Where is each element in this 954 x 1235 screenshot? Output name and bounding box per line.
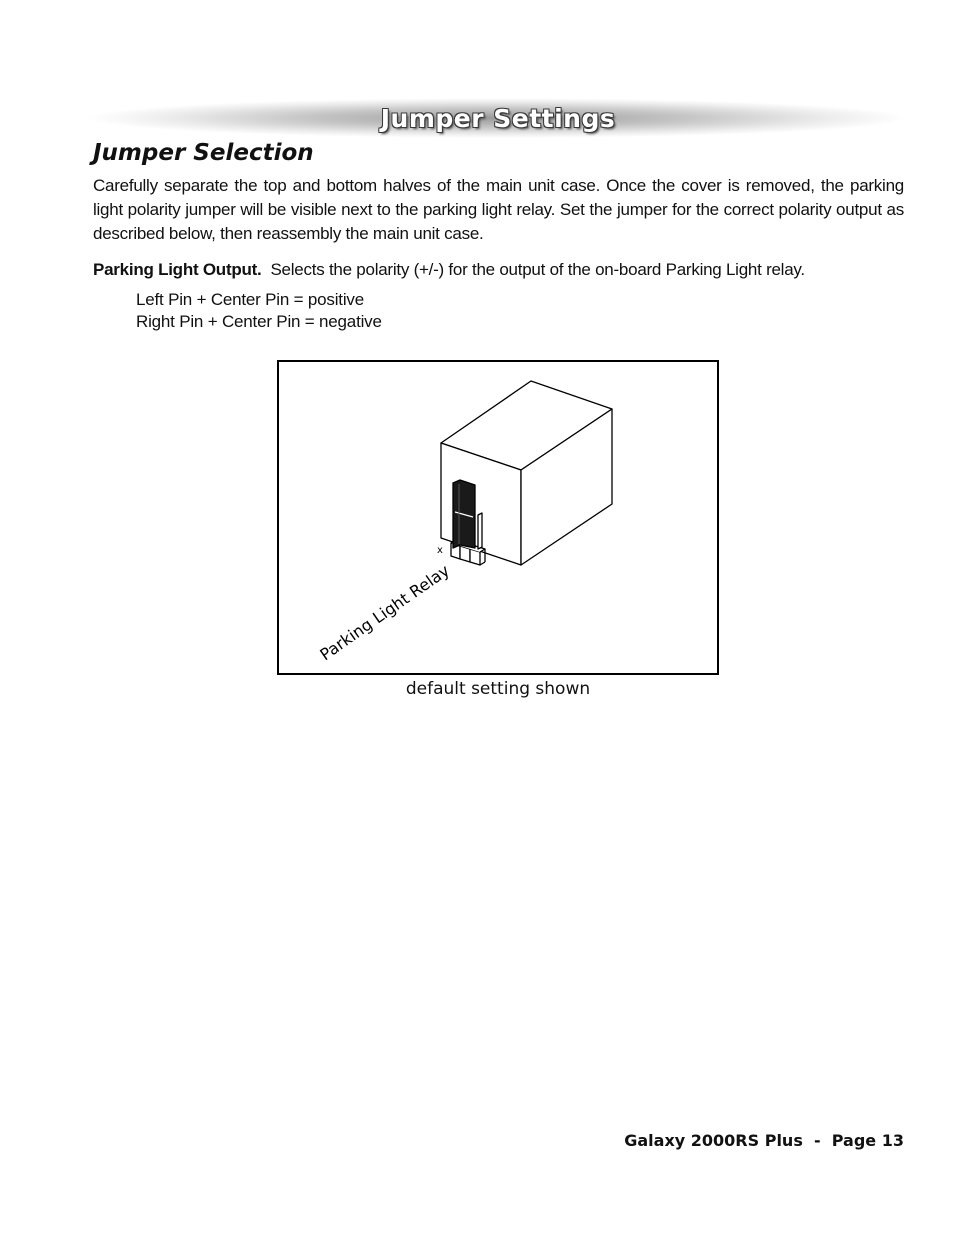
parking-light-description: Selects the polarity (+/-) for the output of the on-board Parking Light relay. bbox=[270, 260, 805, 279]
relay-diagram bbox=[277, 360, 719, 675]
banner-title: Jumper Settings bbox=[380, 103, 616, 133]
parking-light-paragraph bbox=[93, 258, 904, 282]
section-banner bbox=[88, 98, 908, 138]
pin-setting-negative: Right Pin + Center Pin = negative bbox=[136, 312, 382, 331]
jumper-pin-right bbox=[478, 513, 482, 549]
page-footer: Galaxy 2000RS Plus - Page 13 bbox=[624, 1131, 904, 1150]
relay-label: Parking Light Relay bbox=[316, 560, 453, 665]
parking-light-label: Parking Light Output. bbox=[93, 260, 262, 279]
diagram-caption: default setting shown bbox=[405, 679, 591, 699]
pin-setting-list bbox=[136, 289, 382, 333]
intro-paragraph: Carefully separate the top and bottom halves of the main unit case. Once the cover is removed, the parking light polarity jumper will be visible next to the parking light relay. Set the jumper for the correct polarity output as described below, then reassembly the main unit case. bbox=[93, 176, 904, 243]
pin-marker-x: x bbox=[437, 545, 443, 556]
section-heading: Jumper Selection bbox=[93, 140, 314, 166]
pin-setting-positive: Left Pin + Center Pin = positive bbox=[136, 290, 364, 309]
relay-illustration bbox=[279, 362, 717, 673]
